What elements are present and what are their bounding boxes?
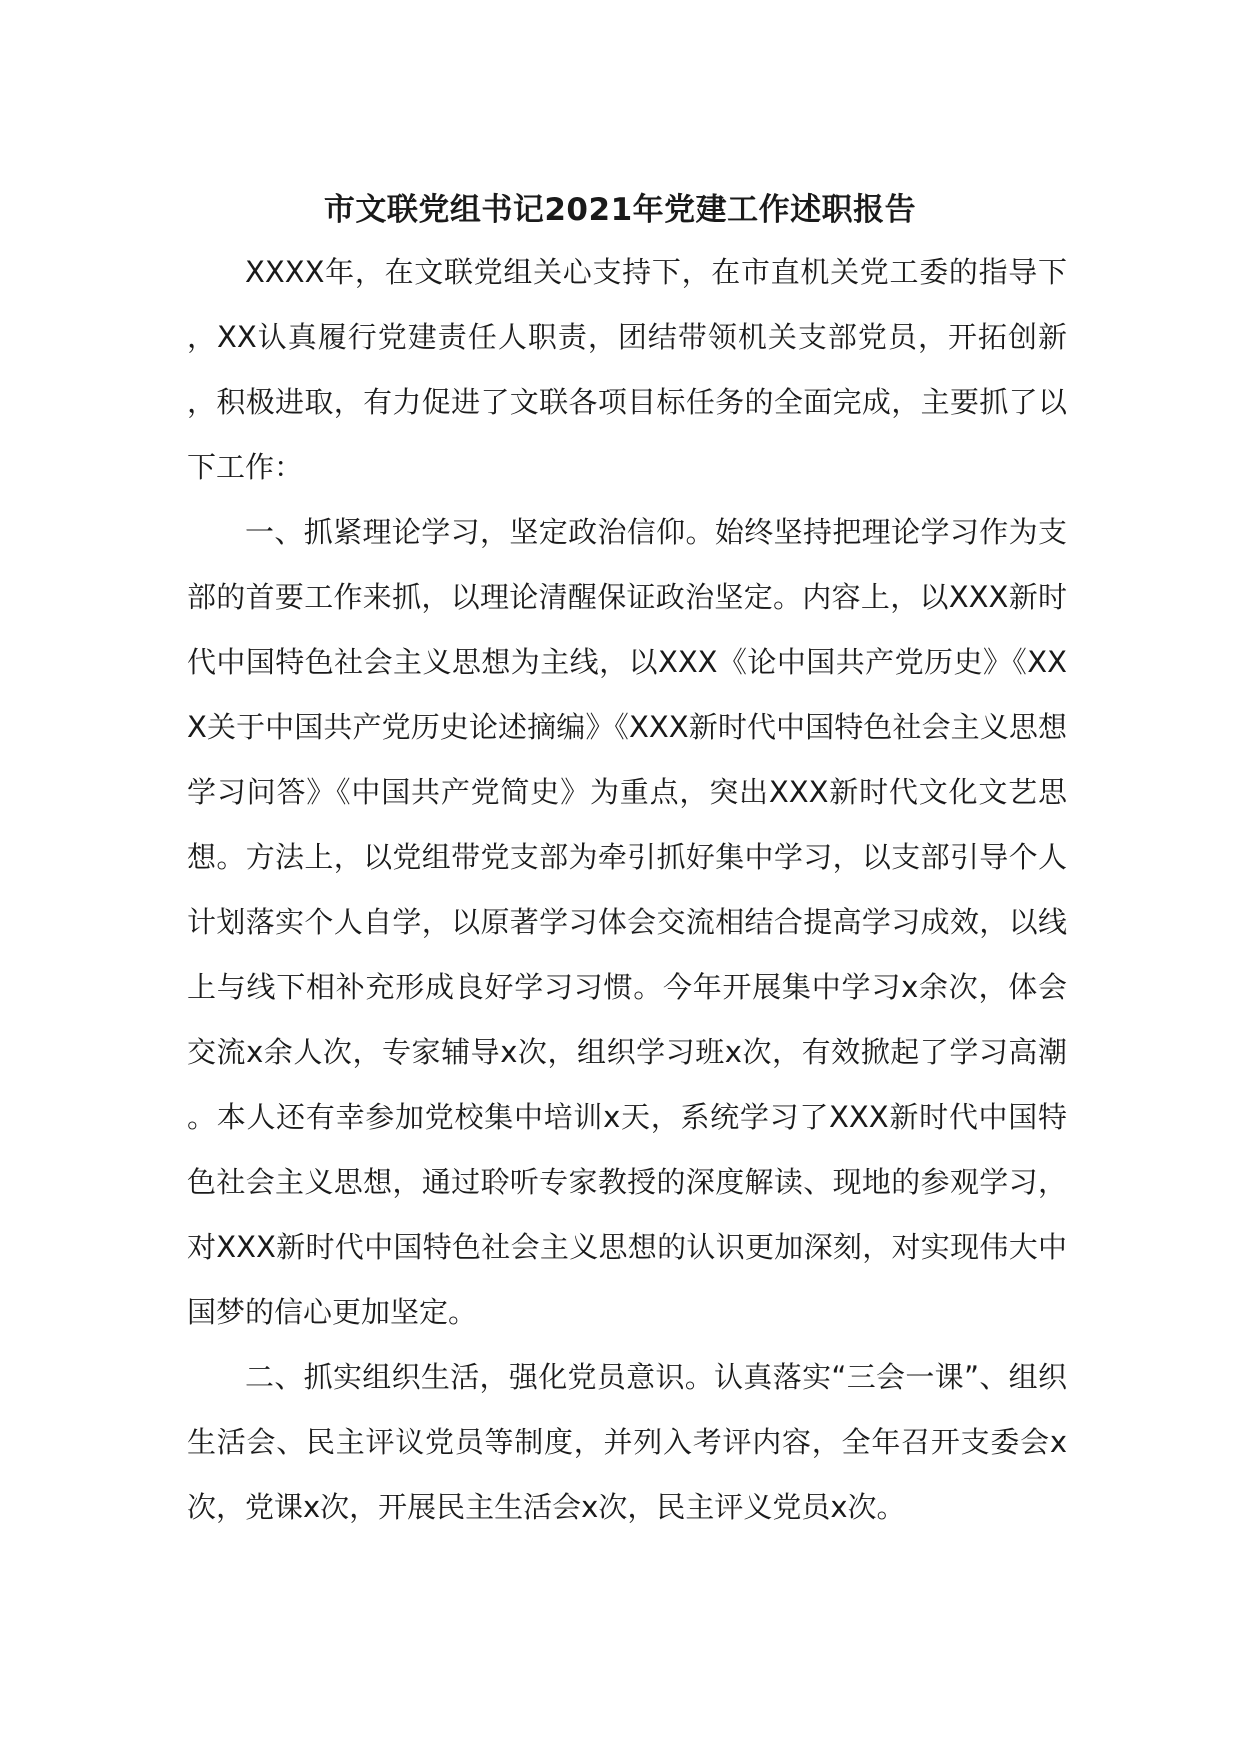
document-title: 市文联党组书记2021年党建工作述职报告 (323, 192, 917, 228)
document-body (187, 240, 1067, 1540)
paragraph-intro: XXXX年，在文联党组关心支持下，在市直机关党工委的指导下，XX认真履行党建责任人职责，团结带领机关支部党员，开拓创新，积极进取，有力促进了文联各项目标任务的全面完成，主要抓了以下工作： (187, 255, 1067, 484)
paragraph-theory-study: 一、抓紧理论学习，坚定政治信仰。始终坚持把理论学习作为支部的首要工作来抓，以理论清醒保证政治坚定。内容上，以XXX新时代中国特色社会主义思想为主线，以XXX《论中国共产党历史》《XXX关于中国共产党历史论述摘编》《XXX新时代中国特色社会主义思想学习问答》《中国共产党简史》为重点，突出XXX新时代文化文艺思想。方法上，以党组带党支部为牵引抓好集中学习，以支部引导个人计划落实个人自学，以原著学习体会交流相结合提高学习成效，以线上与线下相补充形成良好学习习惯。今年开展集中学习x余次，体会交流x余人次，专家辅导x次，组织学习班x次，有效掀起了学习高潮。本人还有幸参加党校集中培训x天，系统学习了XXX新时代中国特色社会主义思想，通过聆听专家教授的深度解读、现地的参观学习，对XXX新时代中国特色社会主义思想的认识更加深刻，对实现伟大中国梦的信心更加坚定。 (187, 515, 1067, 1329)
paragraph-organization-life: 二、抓实组织生活，强化党员意识。认真落实“三会一课”、组织生活会、民主评议党员等制度，并列入考评内容，全年召开支委会x次，党课x次，开展民主生活会x次，民主评义党员x次。 (187, 1360, 1067, 1524)
